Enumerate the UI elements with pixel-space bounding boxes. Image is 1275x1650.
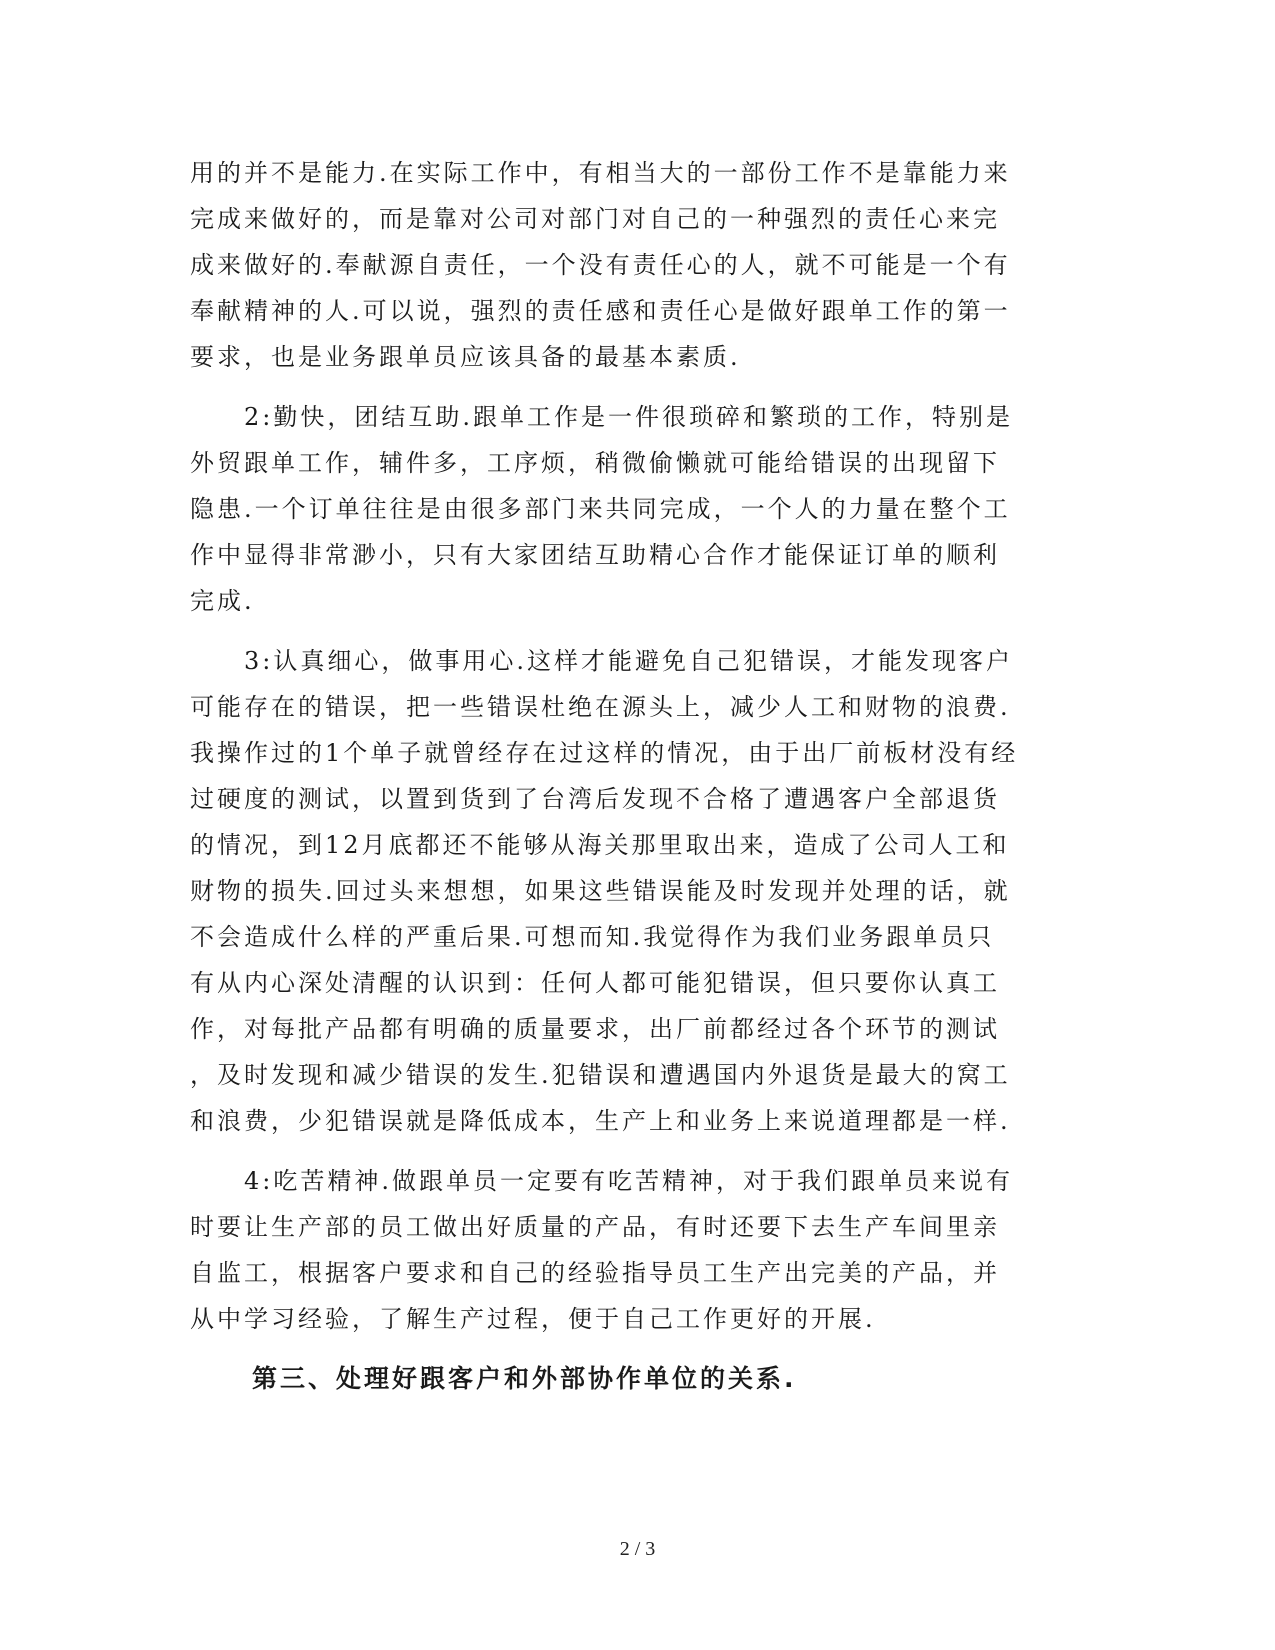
- text-line: 财物的损失.回过头来想想，如果这些错误能及时发现并处理的话，就: [190, 877, 1011, 905]
- text-line: 不会造成什么样的严重后果.可想而知.我觉得作为我们业务跟单员只: [190, 923, 995, 951]
- paragraph-point-3: [190, 638, 1080, 1144]
- text-line: 完成来做好的，而是靠对公司对部门对自己的一种强烈的责任心来完: [190, 205, 1000, 233]
- text-line: 时要让生产部的员工做出好质量的产品，有时还要下去生产车间里亲: [190, 1213, 1000, 1241]
- text-line: 和浪费，少犯错误就是降低成本，生产上和业务上来说道理都是一样.: [190, 1107, 1011, 1135]
- text-line: 完成.: [190, 587, 255, 615]
- text-line: 成来做好的.奉献源自责任，一个没有责任心的人，就不可能是一个有: [190, 251, 1011, 279]
- text-line: 的情况，到12月底都还不能够从海关那里取出来，造成了公司人工和: [190, 831, 1010, 859]
- text-line: 2:勤快，团结互助.跟单工作是一件很琐碎和繁琐的工作，特别是: [244, 403, 1013, 431]
- text-line: 作，对每批产品都有明确的质量要求，出厂前都经过各个环节的测试: [190, 1015, 1000, 1043]
- paragraph-responsibility: [190, 150, 1080, 380]
- text-line: 我操作过的1个单子就曾经存在过这样的情况，由于出厂前板材没有经: [190, 739, 1019, 767]
- text-line: 外贸跟单工作，辅件多，工序烦，稍微偷懒就可能给错误的出现留下: [190, 449, 1000, 477]
- text-line: ，及时发现和减少错误的发生.犯错误和遭遇国内外退货是最大的窝工: [190, 1061, 1011, 1089]
- paragraph-point-4: [190, 1158, 1080, 1342]
- text-line: 4:吃苦精神.做跟单员一定要有吃苦精神，对于我们跟单员来说有: [244, 1167, 1013, 1195]
- text-line: 可能存在的错误，把一些错误杜绝在源头上，减少人工和财物的浪费.: [190, 693, 1011, 721]
- text-line: 3:认真细心，做事用心.这样才能避免自己犯错误，才能发现客户: [244, 647, 1013, 675]
- section-heading: 第三、处理好跟客户和外部协作单位的关系.: [252, 1364, 797, 1393]
- paragraph-point-2: [190, 394, 1080, 624]
- text-line: 要求，也是业务跟单员应该具备的最基本素质.: [190, 343, 741, 371]
- text-line: 奉献精神的人.可以说，强烈的责任感和责任心是做好跟单工作的第一: [190, 297, 1011, 325]
- text-line: 作中显得非常渺小，只有大家团结互助精心合作才能保证订单的顺利: [190, 541, 1000, 569]
- text-line: 用的并不是能力.在实际工作中，有相当大的一部份工作不是靠能力来: [190, 159, 1011, 187]
- document-body: [190, 150, 1080, 1402]
- text-line: 自监工，根据客户要求和自己的经验指导员工生产出完美的产品，并: [190, 1259, 1000, 1287]
- text-line: 从中学习经验，了解生产过程，便于自己工作更好的开展.: [190, 1305, 876, 1333]
- page-number: 2 / 3: [619, 1538, 656, 1560]
- text-line: 隐患.一个订单往往是由很多部门来共同完成，一个人的力量在整个工: [190, 495, 1011, 523]
- text-line: 有从内心深处清醒的认识到：任何人都可能犯错误，但只要你认真工: [190, 969, 1000, 997]
- text-line: 过硬度的测试，以置到货到了台湾后发现不合格了遭遇客户全部退货: [190, 785, 1000, 813]
